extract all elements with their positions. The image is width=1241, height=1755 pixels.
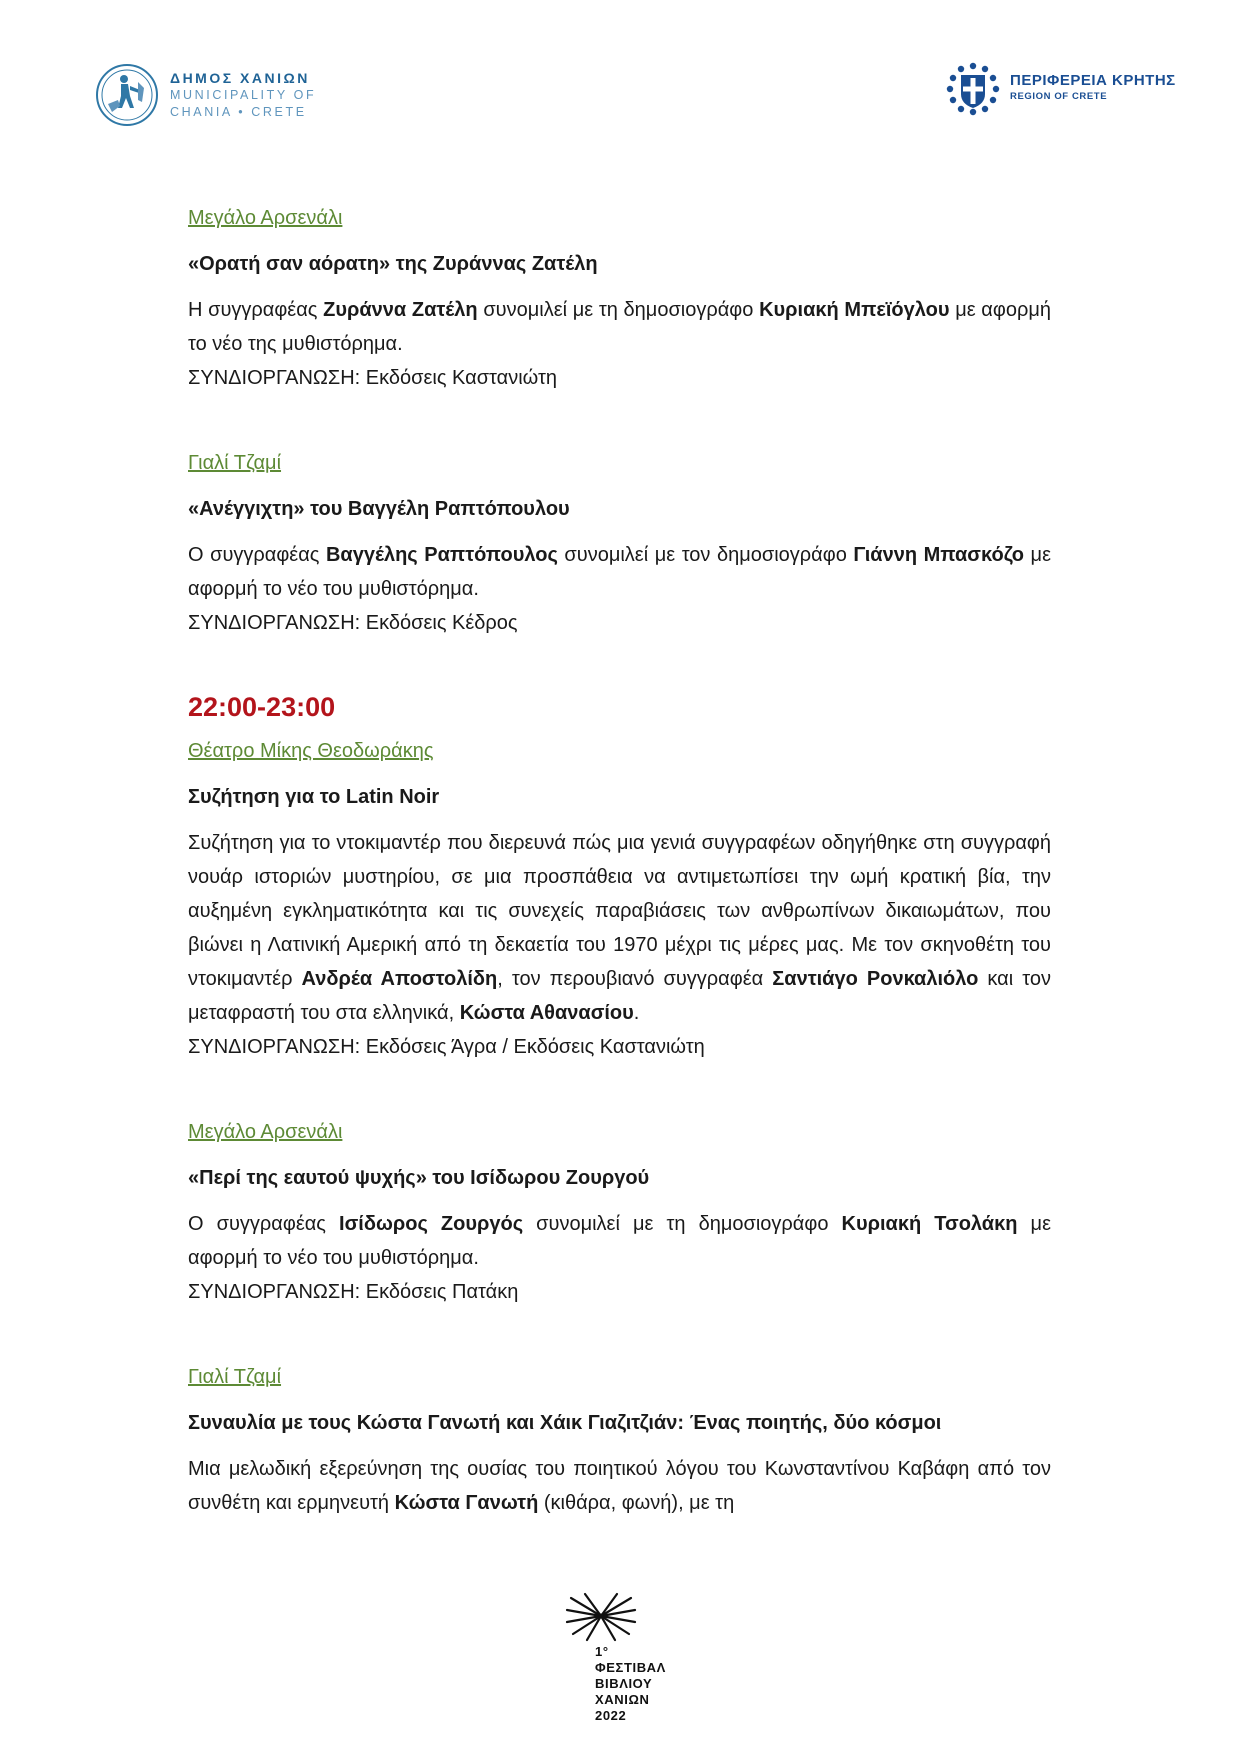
description-text: Η συγγραφέας <box>188 299 324 321</box>
description-text: Ο συγγραφέας <box>188 544 326 566</box>
greek-emblem-icon <box>944 60 1002 118</box>
event-description <box>188 538 1051 606</box>
event-title: «Ανέγγιχτη» του Βαγγέλη Ραπτόπουλου <box>188 498 570 520</box>
starburst-icon <box>565 1590 637 1642</box>
description-text: Μια μελωδική εξερεύνηση της ουσίας του ποιητικού λόγου του Κωνσταντίνου Καβάφη από τον συνθέτη και ερμηνευτή <box>188 1458 1051 1514</box>
event-section <box>188 1364 1051 1520</box>
festival-year: 2022 <box>595 1708 627 1723</box>
description-text: συνομιλεί με τον δημοσιογράφο <box>557 544 854 566</box>
event-title: «Περί της εαυτού ψυχής» του Ισίδωρου Ζουργού <box>188 1167 650 1189</box>
bold-name: Βαγγέλης Ραπτόπουλος <box>325 544 558 566</box>
chania-municipality-logo <box>94 62 316 128</box>
festival-word: ΦΕΣΤΙΒΑΛ <box>595 1660 666 1675</box>
chania-logo-line2: MUNICIPALITY OF <box>170 87 317 102</box>
chania-logo-line3: CHANIA • CRETE <box>170 104 307 119</box>
venue-label: Μεγάλο Αρσενάλι <box>188 207 343 229</box>
bold-name: Ισίδωρος Ζουργός <box>339 1213 524 1235</box>
festival-logo <box>565 1590 675 1724</box>
festival-city: ΧΑΝΙΩΝ <box>595 1692 650 1707</box>
venue-label: Θέατρο Μίκης Θεοδωράκης <box>188 740 434 762</box>
time-slot: 22:00-23:00 <box>188 692 336 722</box>
event-section <box>188 450 1051 640</box>
description-text: με αφορμή το νέο του μυθιστόρημα. <box>188 544 1051 600</box>
venue-label: Γιαλί Τζαμί <box>188 1366 282 1388</box>
event-title: «Ορατή σαν αόρατη» της Ζυράννας Ζατέλη <box>188 253 598 275</box>
venue-label: Μεγάλο Αρσενάλι <box>188 1121 343 1143</box>
event-description <box>188 1452 1051 1520</box>
description-text: και τον μεταφραστή του στα ελληνικά, <box>188 968 1052 1024</box>
description-text: με αφορμή το νέο του μυθιστόρημα. <box>188 1213 1051 1269</box>
coorganizer-line: ΣΥΝΔΙΟΡΓΑΝΩΣΗ: Εκδόσεις Άγρα / Εκδόσεις Καστανιώτη <box>188 1036 705 1058</box>
event-title: Συζήτηση για το Latin Noir <box>188 786 440 808</box>
description-text: Ο συγγραφέας <box>188 1213 340 1235</box>
festival-book-word: ΒΙΒΛΙΟΥ <box>595 1676 653 1691</box>
bold-name: Ζυράννα Ζατέλη <box>323 299 478 321</box>
program-content <box>188 205 1051 1520</box>
bold-name: Ανδρέα Αποστολίδη <box>301 968 498 990</box>
crete-logo-line2: REGION OF CRETE <box>1010 91 1108 102</box>
description-text: (κιθάρα, φωνή), με τη <box>538 1492 735 1514</box>
event-section <box>188 1119 1051 1309</box>
venue-label: Γιαλί Τζαμί <box>188 452 282 474</box>
bold-name: Σαντιάγο Ρονκαλιόλο <box>772 968 979 990</box>
event-title: Συναυλία με τους Κώστα Γανωτή και Χάικ Γιαζιτζιάν: Ένας ποιητής, δύο κόσμοι <box>188 1412 942 1434</box>
crete-logo-line1: ΠΕΡΙΦΕΡΕΙΑ ΚΡΗΤΗΣ <box>1010 72 1176 89</box>
bold-name: Κυριακή Τσολάκη <box>841 1213 1018 1235</box>
event-description <box>188 826 1051 1030</box>
event-description <box>188 293 1051 361</box>
bold-name: Κυριακή Μπεϊόγλου <box>759 299 950 321</box>
description-text: συνομιλεί με τη δημοσιογράφο <box>523 1213 842 1235</box>
event-description <box>188 1207 1051 1275</box>
coorganizer-line: ΣΥΝΔΙΟΡΓΑΝΩΣΗ: Εκδόσεις Καστανιώτη <box>188 367 558 389</box>
description-text: , τον περουβιανό συγγραφέα <box>497 968 773 990</box>
event-section <box>188 205 1051 395</box>
coorganizer-line: ΣΥΝΔΙΟΡΓΑΝΩΣΗ: Εκδόσεις Κέδρος <box>188 612 518 634</box>
chania-logo-line1: ΔΗΜΟΣ ΧΑΝΙΩΝ <box>170 69 310 86</box>
description-text: . <box>633 1002 640 1024</box>
region-of-crete-logo <box>944 60 1176 118</box>
description-text: με αφορμή το νέο της μυθιστόρημα. <box>188 299 1051 355</box>
bold-name: Γιάννη Μπασκόζο <box>853 544 1024 566</box>
bold-name: Κώστα Γανωτή <box>394 1492 539 1514</box>
description-text: συνομιλεί με τη δημοσιογράφο <box>477 299 760 321</box>
chania-seal-icon <box>94 62 160 128</box>
coorganizer-line: ΣΥΝΔΙΟΡΓΑΝΩΣΗ: Εκδόσεις Πατάκη <box>188 1281 519 1303</box>
festival-edition: 1° <box>595 1644 609 1659</box>
description-text: Συζήτηση για το ντοκιμαντέρ που διερευνά πώς μια γενιά συγγραφέων οδηγήθηκε στη συγγραφή νουάρ ιστοριών μυστηρίου, σε μια προσπάθεια να αντιμετωπίσει την ωμή κρατική βία, την αυξημένη εγκληματικότητα και τις συνεχείς παραβιάσεις των ανθρωπίνων δικαιωμάτων, που βιώνει η Λατινική Αμερική από τη δεκαετία του 1970 μέχρι τις μέρες μας. Με τον σκηνοθέτη του ντοκιμαντέρ <box>188 832 1051 990</box>
bold-name: Κώστα Αθανασίου <box>459 1002 634 1024</box>
event-section <box>188 690 1051 1064</box>
